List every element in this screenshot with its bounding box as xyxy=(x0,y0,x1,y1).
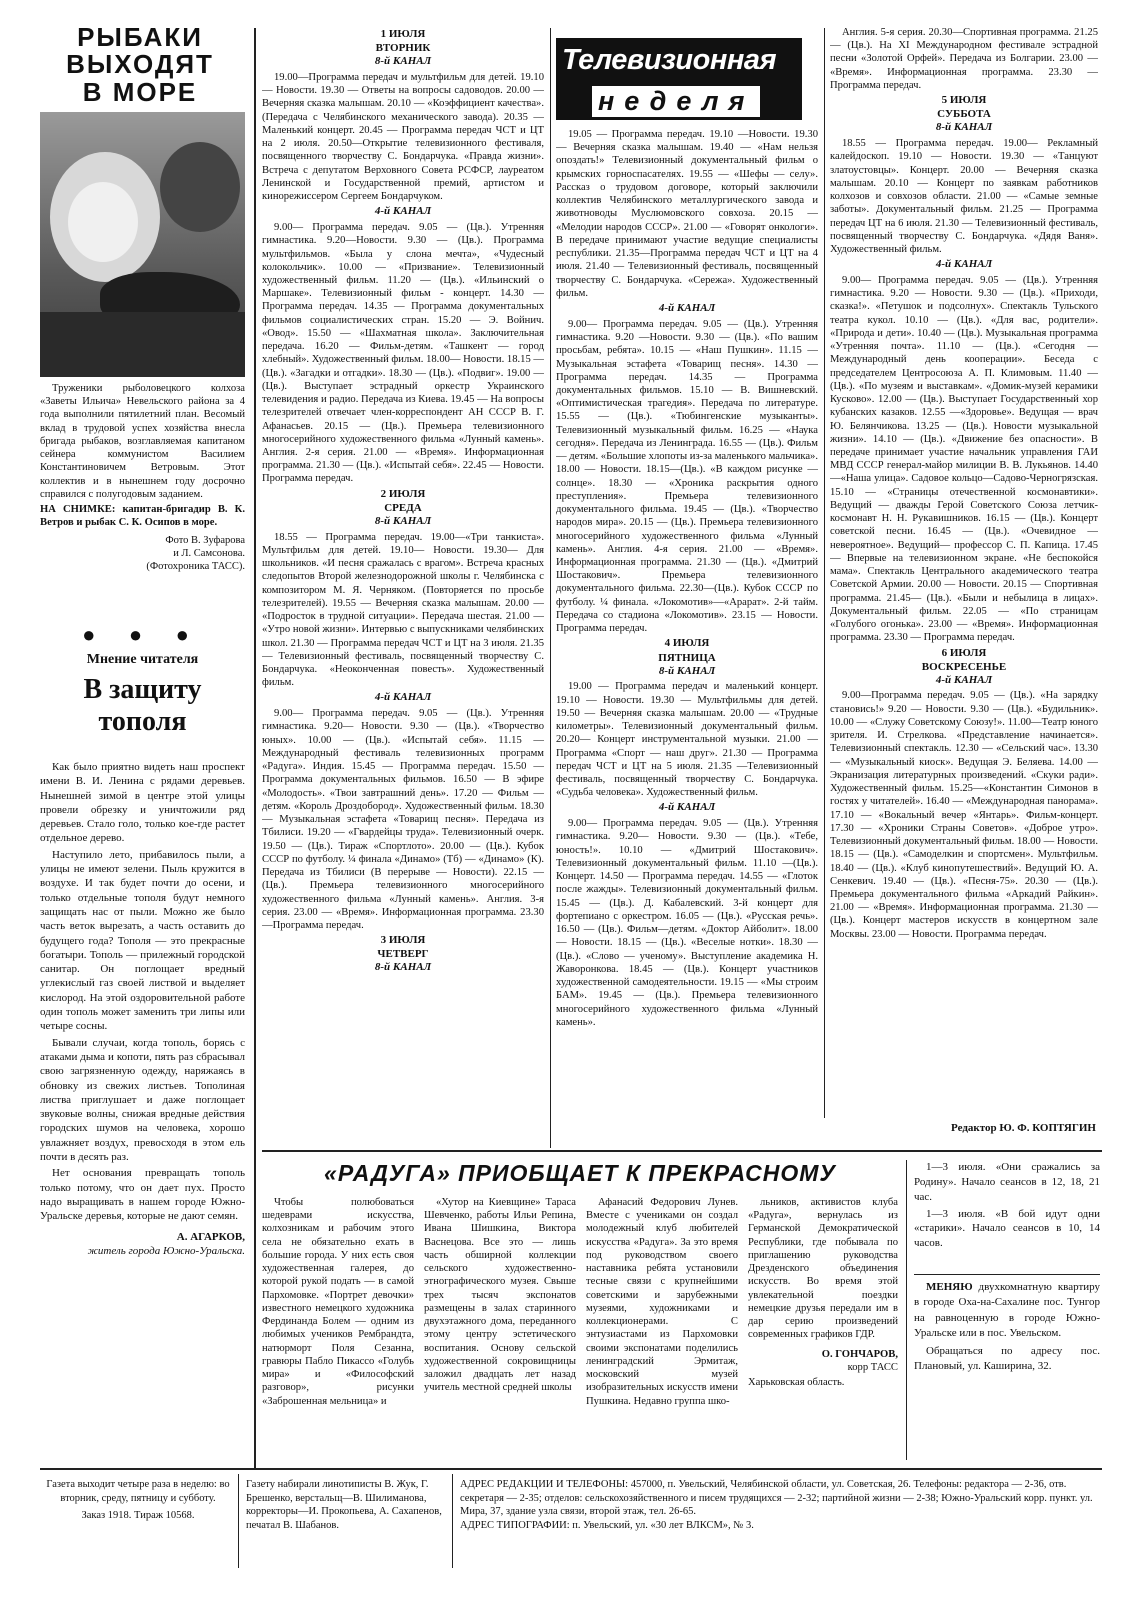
poplar-article xyxy=(40,760,245,1400)
poplar-title xyxy=(40,674,245,738)
fishermen-headline-line: РЫБАКИ xyxy=(77,22,203,52)
tv-program: 9.00—Программа передач. 9.05 — (Цв.). «На зарядку становись!» 9.20 — Новости. 9.30 — (Цв.). «Будильник». 10.00 — «Служу Советскому Союзу!». 11.00—Театр юного зрителя. И. Стрелкова. «Представление начинается». Телевизионный спектакль. 12.30 — «Сельский час». 13.30 — «Музыкальный киоск». Ведущая Э. Беляева. 14.00 — Экранизация литературных произведений. «Скуки ради». Художественный фильм. 15.25—«Константин Симонов в гостях у читателей». 16.40 — «Международная панорама». 17.10 — «Вокальный вечер «Янтарь». Фильм-концерт. 17.30 — «Хроники Страны Советов». «Доброе утро». Телевизионный документальный фильм. 18.00 — Новости. 18.15 — (Цв.). «Самоделкин и спортсмен». Мультфильм. 18.40 — (Цв.). «Клуб кинопутешествий». Ведущий Ю. А. Сенкевич. 19.40 — (Цв.). «Песня-75». 20.30 — (Цв.). Премьера документального фильма «Аркадий Райкин». 21.00 — «Время». Информационная программа. 21.30 — (Цв.). Концерт мастеров искусств в концертном зале Москвы. 23.00 — Новости. Программа передач. xyxy=(830,690,1098,940)
raduga-author-desc: корр ТАСС xyxy=(847,1361,898,1373)
tv-program: 18.55 — Программа передач. 19.00— Рекламный калейдоскоп. 19.10 — Новости. 19.30 — «Танцуют златоустовцы». Концерт. 20.00 — Вечерняя сказка малышам. 20.10 — Концерт по заявкам работников колхозов и совхозов области. 21.00 — «Самые земные заботы». Документальный фильм. 21.25 — Программа передач ЦТ на 6 июля. 21.30 — Телевизионный фестиваль, посвященный творчеству С. Бондарчука. «Дядя Ваня». Художественный фильм. xyxy=(830,138,1098,255)
photo-credit-line: (Фотохроника ТАСС). xyxy=(146,560,245,572)
poplar-paragraph: Бывали случаи, когда тополь, борясь с атаками дыма и копоти, пять раз сбрасывал свою загрязненную одежду, наряжаясь в обновку из свежих листьев. Тополиная листва приглушает и даже поглощает звуковые волны, снижая вредные действия городских шумов на человека, хорошо увлажняет воздух, превосходя в этом ель почти в десять раз. xyxy=(40,1036,245,1164)
tv-program: 19.00 — Программа передач и маленький концерт. 19.10 — Новости. 19.30 — Мультфильмы для детей. 19.50 — Вечерняя сказка малышам. 20.00 — «Трудные километры». Телевизионный документальный фильм. 20.20— Концерт инструментальной музыки. 21.00 — Программа «Спорт — наш друг». 21.30 — Программа передач ЧСТ и ЦТ на 5 июля. 21.35 —Телевизионный фестиваль, посвященный творчеству С. Бондарчука. «Судьба человека». Художественный фильм. xyxy=(556,681,818,799)
fishermen-headline-line: ВЫХОДЯТ xyxy=(66,49,214,80)
editorial-address: АДРЕС РЕДАКЦИИ И ТЕЛЕФОНЫ: 457000, п. Увельский, Челябинской области, ул. Советская, 26. Телефоны: редактора — 2-36, отв. секретаря — 2-35; отделов: сельскохозяйственного и писем трудящихся — 2-32; партийной жизни — 2-38; Южно-Уральский корр. пункт. ул. Мира, 37, здание узла связи, второй этаж, тел. 26-65. xyxy=(460,1479,1093,1518)
column-divider xyxy=(550,28,551,1148)
tv-channel: 4-й КАНАЛ xyxy=(658,302,716,315)
footer-schedule-text: Газета выходит четыре раза в неделю: во вторник, среду, пятницу и субботу. xyxy=(46,1479,230,1504)
cinema-listing: 1—3 июля. «В бой идут одни «старики». Начало сеансов в 10, 14 часов. xyxy=(914,1207,1100,1250)
tv-program: 9.00— Программа передач. 9.05 — (Цв.). Утренняя гимнастика. 9.20—Новости. 9.30 — (Цв.). Программа мультфильмов. «Была у слона мечта», «Чудесный колокольчик». 10.00 — «Призвание». Телевизионный художественный фильм. 11.20 — (Цв.). «Ильинский о Маршаке». Телевизионный фильм - концерт. 14.30 — Программа передач. 14.35 — Программа документальных фильмов социалистических стран. 15.20 — Э. Войнич. «Овод». 15.50 — «Шахматная школа». Заключительная передача. 16.20 — Фильм-детям. «Ташкент — город хлебный». Художественный фильм. 18.00— Новости. 18.15 — (Цв.). «Загадки и отгадки». 18.30 — (Цв.). «Подвиг». 19.00 — (Цв.). Выступает эстрадный оркестр Украинского телевидения и радио. Передача из Киева. 19.45 — На вопросы телезрителей отвечает член-корреспондент АН СССР В. Г. Афанасьев. 20.15 — (Цв.). Премьера телевизионного многосерийного художественного фильма «Лунный камень». Англия. 2-я серия. 21.00 — «Время». Информационная программа. 21.30 — (Цв.). «Испытай себя». 22.45 — Новости. Программа передач. xyxy=(262,222,544,485)
poplar-paragraph: Наступило лето, прибавилось пыли, а улицы не имеют зелени. Пыль кружится в воздухе. И так будет почти до осени, и только отдельные тополя будут немного защищать нас от пыли. Можно же было часть веток вырезать, а часть оставить до будущего года? Тополя — это прекрасные богатыри. Тополь — прилежный городской санитар. Он поглощает вредный углекислый газ своей листвой и выделяет кислород. На этой оздоровительной работе один тополь может заменить три липы или четыре сосны. xyxy=(40,848,245,1033)
fishermen-caption: НА СНИМКЕ: капитан-бригадир В. К. Ветров и рыбак С. К. Осипов в море. xyxy=(40,504,245,529)
column-divider xyxy=(254,28,256,1468)
tv-day-header: 2 ИЮЛЯ xyxy=(380,487,426,500)
tv-channel: 8-й КАНАЛ xyxy=(658,664,716,677)
raduga-paragraph: Афанасий Федорович Лунев. Вместе с учениками он создал молодежный клуб любителей искусства «Радуга». За это время под руководством своего наставника ребята установили тесные связи с крупнейшими советскими и зарубежными музеями, художниками и коллекционерами. С энтузиастами из Пархомовки своими экспонатами поделились ленинградский Эрмитаж, московский музей изобразительных искусств имени Пушкина. Недавно группа шко- xyxy=(586,1197,738,1407)
fishermen-headline-line: В МОРЕ xyxy=(82,76,198,107)
cinema-ad xyxy=(914,1160,1100,1270)
exchange-text: двухкомнатную квартиру в городе Оха-на-Сахалине пос. Тунгор на равноценную в городе Южно-Уральске или в пос. Увельском. xyxy=(914,1281,1100,1340)
tv-channel: 4-й КАНАЛ xyxy=(374,691,432,704)
tv-day-header: 1 ИЮЛЯ xyxy=(380,28,426,40)
tv-program: 9.00— Программа передач. 9.05 — (Цв.). Утренняя гимнастика. 9.20— Новости. 9.30 — (Цв.). «Творчество юных». 10.00 — (Цв.). «Испытай себя». 11.15 — Международный фестиваль телевизионных программ «Радуга». Индия. 15.45 — Программа передач. 15.50 — Программа документальных фильмов. 16.50 — В эфире «Молодость». «Твои завтрашний день». 17.20 — Фильм — детям. «Король Дроздобород». Художественный фильм. 18.30 — Музыкальная эстафета «Товарищ песня». Передача из Тбилиси. 19.20 — «Гвардейцы труда». Телевизионный очерк. 19.50 — (Цв.). Тираж «Спортлото». 20.00 — (Цв.). Кубок СССР по футболу. ¼ финала «Динамо» (Тб) — «Динамо» (К). Передача из Тбилиси (В перерыве — Новости). 22.15 — (Цв.). Премьера телевизионного многосерийного художественного фильма «Лунный камень». Англия. 3-я серия. 23.00 — «Время». Информационная программа. 23.30—Программа передач. xyxy=(262,708,544,931)
poplar-author: А. АГАРКОВ, xyxy=(176,1230,245,1243)
poplar-title-line: тополя xyxy=(98,706,187,738)
tv-weekday: ВТОРНИК xyxy=(375,42,431,55)
footer-divider xyxy=(452,1474,453,1568)
editor-credit: Редактор Ю. Ф. КОПТЯГИН xyxy=(951,1122,1096,1134)
fishermen-text: Труженики рыболовецкого колхоза «Заветы Ильича» Невельского района за 4 года выполнили пятилетний план. Весомый вклад в трудовой успех хозяйства внесла бригада рыбаков, возглавляемая капитаном сейнера коммунистом Василием Константиновичем Ветровым. Этот коллектив и в нынешнем году досрочно справился с полугодовым заданием. xyxy=(40,383,245,500)
poplar-paragraph: Нет основания превращать тополь только потому, что он дает пух. Просто надо выращивать в нашем городе Южно-Уральске деревья, которые не дают семян. xyxy=(40,1167,245,1223)
tv-weekday: СУББОТА xyxy=(937,108,991,121)
photo-credit-line: Фото В. Зуфарова xyxy=(165,534,245,546)
section-divider xyxy=(262,1150,1102,1152)
tv-program: 9.00— Программа передач. 9.05 — (Цв.). Утренняя гимнастика. 9.20 —Новости. 9.30 — (Цв.). «По вашим просьбам, ребята». 10.15 — «Наш Пушкин». 11.15 — Музыкальная эстафета «Товарищ песня». 14.30 — Программа передач. 14.35 — Программа документальных фильмов. 15.10 — В. Вишневский. «Оптимистическая трагедия». Передача по литературе. 15.55 — (Цв.). «Тюбингенские музыканты». Телевизионный музыкальный фильм. 16.25 — «Наука сегодня». Передача из Ленинграда. 16.55 — (Цв.). Фильм — детям. «Большие хлопоты из-за маленького мальчика». 18.00 — Новости. 18.15—(Цв.). «В каждом рисунке — солнце». 18.30 — «Хроника раскрытия одного преступления». Премьера телевизионного документального фильма. 19.45 — (Цв.). «Творчество народов мира». 20.15 — (Цв.). Премьера телевизионного многосерийного художественного фильма «Лунный камень». Англия. 4-я серия. 21.00 — «Время». Информационная программа. 21.30 — (Цв.). «Дмитрий Шостакович». Премьера телевизионного документального фильма. 22.30—(Цв.). Кубок СССР по футболу. ¼ финала. «Локомотив»—«Арарат». 2-й тайм. Передача со стадиона «Локомотив». 23.15 — Новости. Программа передач. xyxy=(556,318,818,635)
footer-divider xyxy=(238,1474,239,1568)
raduga-col xyxy=(586,1196,738,1464)
tv-program: 18.55 — Программа передач. 19.00—«Три танкиста». Мультфильм для детей. 19.10— Новости. 19.30— Для школьников. «И песня сражалась с врагом». Встреча красных следопытов Второй железнодорожной школы г. Челябинска с композитором М. Я. Черняком. (Повторяется по просьбе телезрителей). 19.55 — Вечерняя сказка малышам. 20.00 — «Подросток в трудной ситуации». Передача шестая. 21.00 — «Утро новой жизни». Интервью с выпускниками челябинских школ. 21.30 — Программа передач ЧСТ и ЦТ на 3 июля. 21.35 — Телевизионный фестиваль, посвященный творчеству С. Бондарчука. «Неоконченная повесть». Художественный фильм. xyxy=(262,531,544,689)
tv-channel: 8-й КАНАЛ xyxy=(935,121,993,134)
tv-week-logo-line: неделя xyxy=(590,84,762,119)
tv-column-2 xyxy=(556,128,818,1148)
separator-dots: ● ● ● xyxy=(82,622,203,647)
tv-channel: 4-й КАНАЛ xyxy=(374,205,432,218)
raduga-col xyxy=(262,1196,414,1464)
raduga-paragraph: Чтобы полюбоваться шедеврами искусства, колхозникам и рабочим этого села не обязательно ехать в большие города. У них есть своя художественная галерея, до которой рукой подать — в самой Пархомовке. «Портрет девочки» известного немецкого художника Фердинанда Болем — одним из любимых учеников Рембрандта, натюрморт Поля Сезанна, гравюры Пабло Пикассо «Голубь мира» и «Философский разговор», рисунки «Заброшенная мельница» и xyxy=(262,1197,414,1407)
poplar-title-line: В защиту xyxy=(83,674,202,705)
tv-channel: 8-й КАНАЛ xyxy=(374,961,432,974)
tv-weekday: ВОСКРЕСЕНЬЕ xyxy=(921,660,1007,673)
tv-channel: 4-й КАНАЛ xyxy=(658,801,716,814)
tv-program: 9.00— Программа передач. 9.05 — (Цв.). Утренняя гимнастика. 9.20— Новости. 9.30 — (Цв.). «Тебе, юность!». 10.10 — «Дмитрий Шостакович». Телевизионный документальный фильм. 11.10 —(Цв.). Концерт. 14.50 — Программа передач. 14.55 — «Глоток после жажды». Телевизионный документальный фильм. 15.45 — (Цв.). Д. Кабалевский. 3-й концерт для фортепиано с оркестром. 16.05 — (Цв.). «Русская речь». 16.50 — (Цв.). Фильм—детям. «Доктор Айболит». 18.00 — Новости. 18.15 — (Цв.). «Веселые нотки». 18.30 — (Цв.). «Слово — ученому». Выступление академика Н. Жаворонкова. 18.45 — (Цв.). Концерт участников художественной самодеятельности. 19.15 — «Мы строим БАМ». 19.45 — (Цв.). Премьера телевизионного многосерийного художественного фильма «Лунный камень». xyxy=(556,818,818,1028)
tv-day-header: 4 ИЮЛЯ xyxy=(664,637,710,650)
tv-weekday: СРЕДА xyxy=(384,501,422,514)
raduga-title: «РАДУГА» ПРИОБЩАЕТ К ПРЕКРАСНОМУ xyxy=(324,1160,836,1186)
poplar-rubric: Мнение читателя xyxy=(86,652,199,667)
raduga-author: О. ГОНЧАРОВ, xyxy=(821,1348,898,1360)
tv-weekday: ЧЕТВЕРГ xyxy=(377,948,429,961)
tv-day-header: 5 ИЮЛЯ xyxy=(941,94,987,107)
footer-order: Заказ 1918. Тираж 10568. xyxy=(81,1510,195,1522)
ad-divider xyxy=(914,1274,1100,1275)
poplar-author-desc: житель города Южно-Уральска. xyxy=(87,1244,245,1257)
tv-column-3 xyxy=(830,26,1098,1116)
column-divider xyxy=(906,1160,907,1460)
footer-divider xyxy=(40,1468,1102,1470)
tv-day-header: 3 ИЮЛЯ xyxy=(380,934,426,947)
tv-day-header: 6 ИЮЛЯ xyxy=(941,646,987,659)
fishermen-photo xyxy=(40,112,245,377)
tv-program: 19.00—Программа передач и мультфильм для детей. 19.10 — Новости. 19.30 — Ответы на вопросы садоводов. 20.00 — Вечерняя сказка малышам. 20.10 — «Коэффициент качества». (Передача с Челябинского механического завода). 20.35 — Маленький концерт. 20.45 — Программа передач ЧСТ и ЦТ на 2 июля. 20.50—Открытие телевизионного фестиваля, посвященного творчеству С. Бондарчука. «Правда жизни». Встреча с депутатом Верховного Совета РСФСР, лауреатом Ленинской и Государственной премий, артистом и кинорежиссером Сергеем Бондарчуком. xyxy=(262,71,544,203)
poplar-paragraph: Как было приятно видеть наш проспект имени В. И. Ленина с рядами деревьев. Нынешней зимой в центре этой улицы провели обрезку и уничтожили ряд деревьев. Стало голо, только кое-где растет отдельное дерево. xyxy=(40,761,245,845)
tv-channel: 4-й КАНАЛ xyxy=(935,258,993,271)
exchange-contact: Обращаться по адресу пос. Плановый, ул. Каширина, 32. xyxy=(914,1344,1100,1372)
tv-weekday: ПЯТНИЦА xyxy=(658,651,716,664)
tv-week-logo-line: Телевизионная xyxy=(562,44,777,76)
raduga-region: Харьковская область. xyxy=(748,1377,845,1389)
raduga-col xyxy=(424,1196,576,1464)
photo-credit-line: и Л. Самсонова. xyxy=(173,547,245,559)
fishermen-text-block xyxy=(40,382,245,627)
footer-address xyxy=(460,1478,1100,1533)
fishermen-headline xyxy=(40,24,240,106)
footer-schedule xyxy=(44,1478,232,1523)
tv-channel: 8-й КАНАЛ xyxy=(374,55,432,68)
tv-program: 9.00— Программа передач. 9.05 — (Цв.). Утренняя гимнастика. 9.20 — Новости. 9.30 — (Цв.). «Приходи, сказка!». «Петушок и подсолнух». Спектакль Тульского театра кукол. 10.10 — (Цв.). «Для вас, родители». «Природа и дети». 10.40 — (Цв.). Музыкальная программа «Утренняя почта». 11.10 — (Цв.). «Сегодня — Международный день кооперации». Беседа с председателем Центросоюза А. П. Климовым. 11.40 — (Цв.). «По музеям и выставкам». «Домик-музей керамики Кусково». 12.00 — (Цв.). Выступает Государственный хор кубанских казаков. 12.55 —«Здоровье». Ведущая — врач Ю. Белянчикова. 13.25 — (Цв.). Новости музыкальной жизни». 14.10 — (Цв.). «Движение без опасности». В передаче принимает участие начальник управления ГАИ МВД СССР генерал-майор милиции В. В. Лукьянов. 14.40 —«Наша улица». Садовое кольцо—Садово-Черногрязская. 15.10 — «Страницы отечественной космонавтики». Ведущий — дважды Герой Советского Союза летчик-космонавт Н. Н. Рукавишников. 16.15 — (Цв.). Концерт советской песни. 16.45 — (Цв.). «Очевидное — невероятное». Ведущий— профессор С. П. Капица. 17.45 — Впервые на телевизионном экране. «Не беспокойся мама». Спектакль Центрального академического театра Советской Армии. 20.00 — Новости. 20.15 — Спортивная программа. 21.45— (Цв.). «Были и небылица в лицах». Документальный фильм. 22.05 — «По страницам «Голубого огонька». 23.00 — «Время». Информационная программа. 23.30 — Программа передач. xyxy=(830,274,1098,644)
tv-program: Англия. 5-я серия. 20.30—Спортивная программа. 21.25 — (Цв.). На XI Международном фестивале эстрадной песни «Золотой Орфей». Передача из Болгарии. 23.00 — «Время». Информационная программа. 23.30 —Программа передач. xyxy=(830,27,1098,91)
photo-credit xyxy=(40,534,245,573)
print-address: АДРЕС ТИПОГРАФИИ: п. Увельский, ул. «30 лет ВЛКСМ», № 3. xyxy=(460,1519,754,1531)
tv-column-1 xyxy=(262,26,544,1148)
raduga-col xyxy=(748,1196,898,1464)
footer-typesetters: Газету набирали линотиписты В. Жук, Г. Брешенко, верстальщ—В. Шилиманова, корректоры—И. Прокопьева, А. Сахапенов, печатал В. Шабанов. xyxy=(246,1479,442,1531)
exchange-lead: МЕНЯЮ xyxy=(926,1281,973,1293)
column-divider xyxy=(824,28,825,1118)
raduga-paragraph: льников, активистов клуба «Радуга», вернулась из Германской Демократической Республики, где побывала по приглашению руководства Дрезденского объединения искусств. Во время этой увлекательной поездки немецкие друзья передали им в дар серию произведений современных графиков ГДР. xyxy=(748,1197,898,1341)
cinema-listing: 1—3 июля. «Они сражались за Родину». Начало сеансов в 12, 18, 21 час. xyxy=(914,1161,1100,1203)
tv-program: 19.05 — Программа передач. 19.10 —Новости. 19.30 — Вечерняя сказка малышам. 19.40 — «Нам нельзя опоздать!» Телевизионный документальный фильм о крымских горноспасателях. 19.55 — «Шефы — селу». Рассказ о трудовом договоре, который заключили коллектив Челябинского металлургического завода и животноводы Муслюмовского совхоза. 20.15 — «Мелодии народов СССР». 21.00 — «Говорят онкологи». В передаче принимают участие ведущие специалисты республики. 21.35—Программа передач ЧСТ и ЦТ на 4 июля. 21.40 — Телевизионный фестиваль, посвященный творчеству С. Бондарчука. «Сережа». Художественный фильм. xyxy=(556,129,818,299)
tv-channel: 4-й КАНАЛ xyxy=(935,673,993,686)
exchange-ad xyxy=(914,1280,1100,1460)
raduga-paragraph: «Хутор на Киевщине» Тараса Шевченко, работы Ильи Репина, Ивана Шишкина, Виктора Васнецова. Все это — лишь часть обширной коллекции сельского художественно-этнографического музея. Свыше трех тысяч экспонатов размещены в залах старинного двухэтажного дома, переданного этому центру эстетического воспитания. Основу сельской художественной сокровищницы заложил двадцать лет назад учитель местной средней школы xyxy=(424,1197,576,1394)
tv-week-logo xyxy=(556,38,802,120)
tv-channel: 8-й КАНАЛ xyxy=(374,514,432,527)
